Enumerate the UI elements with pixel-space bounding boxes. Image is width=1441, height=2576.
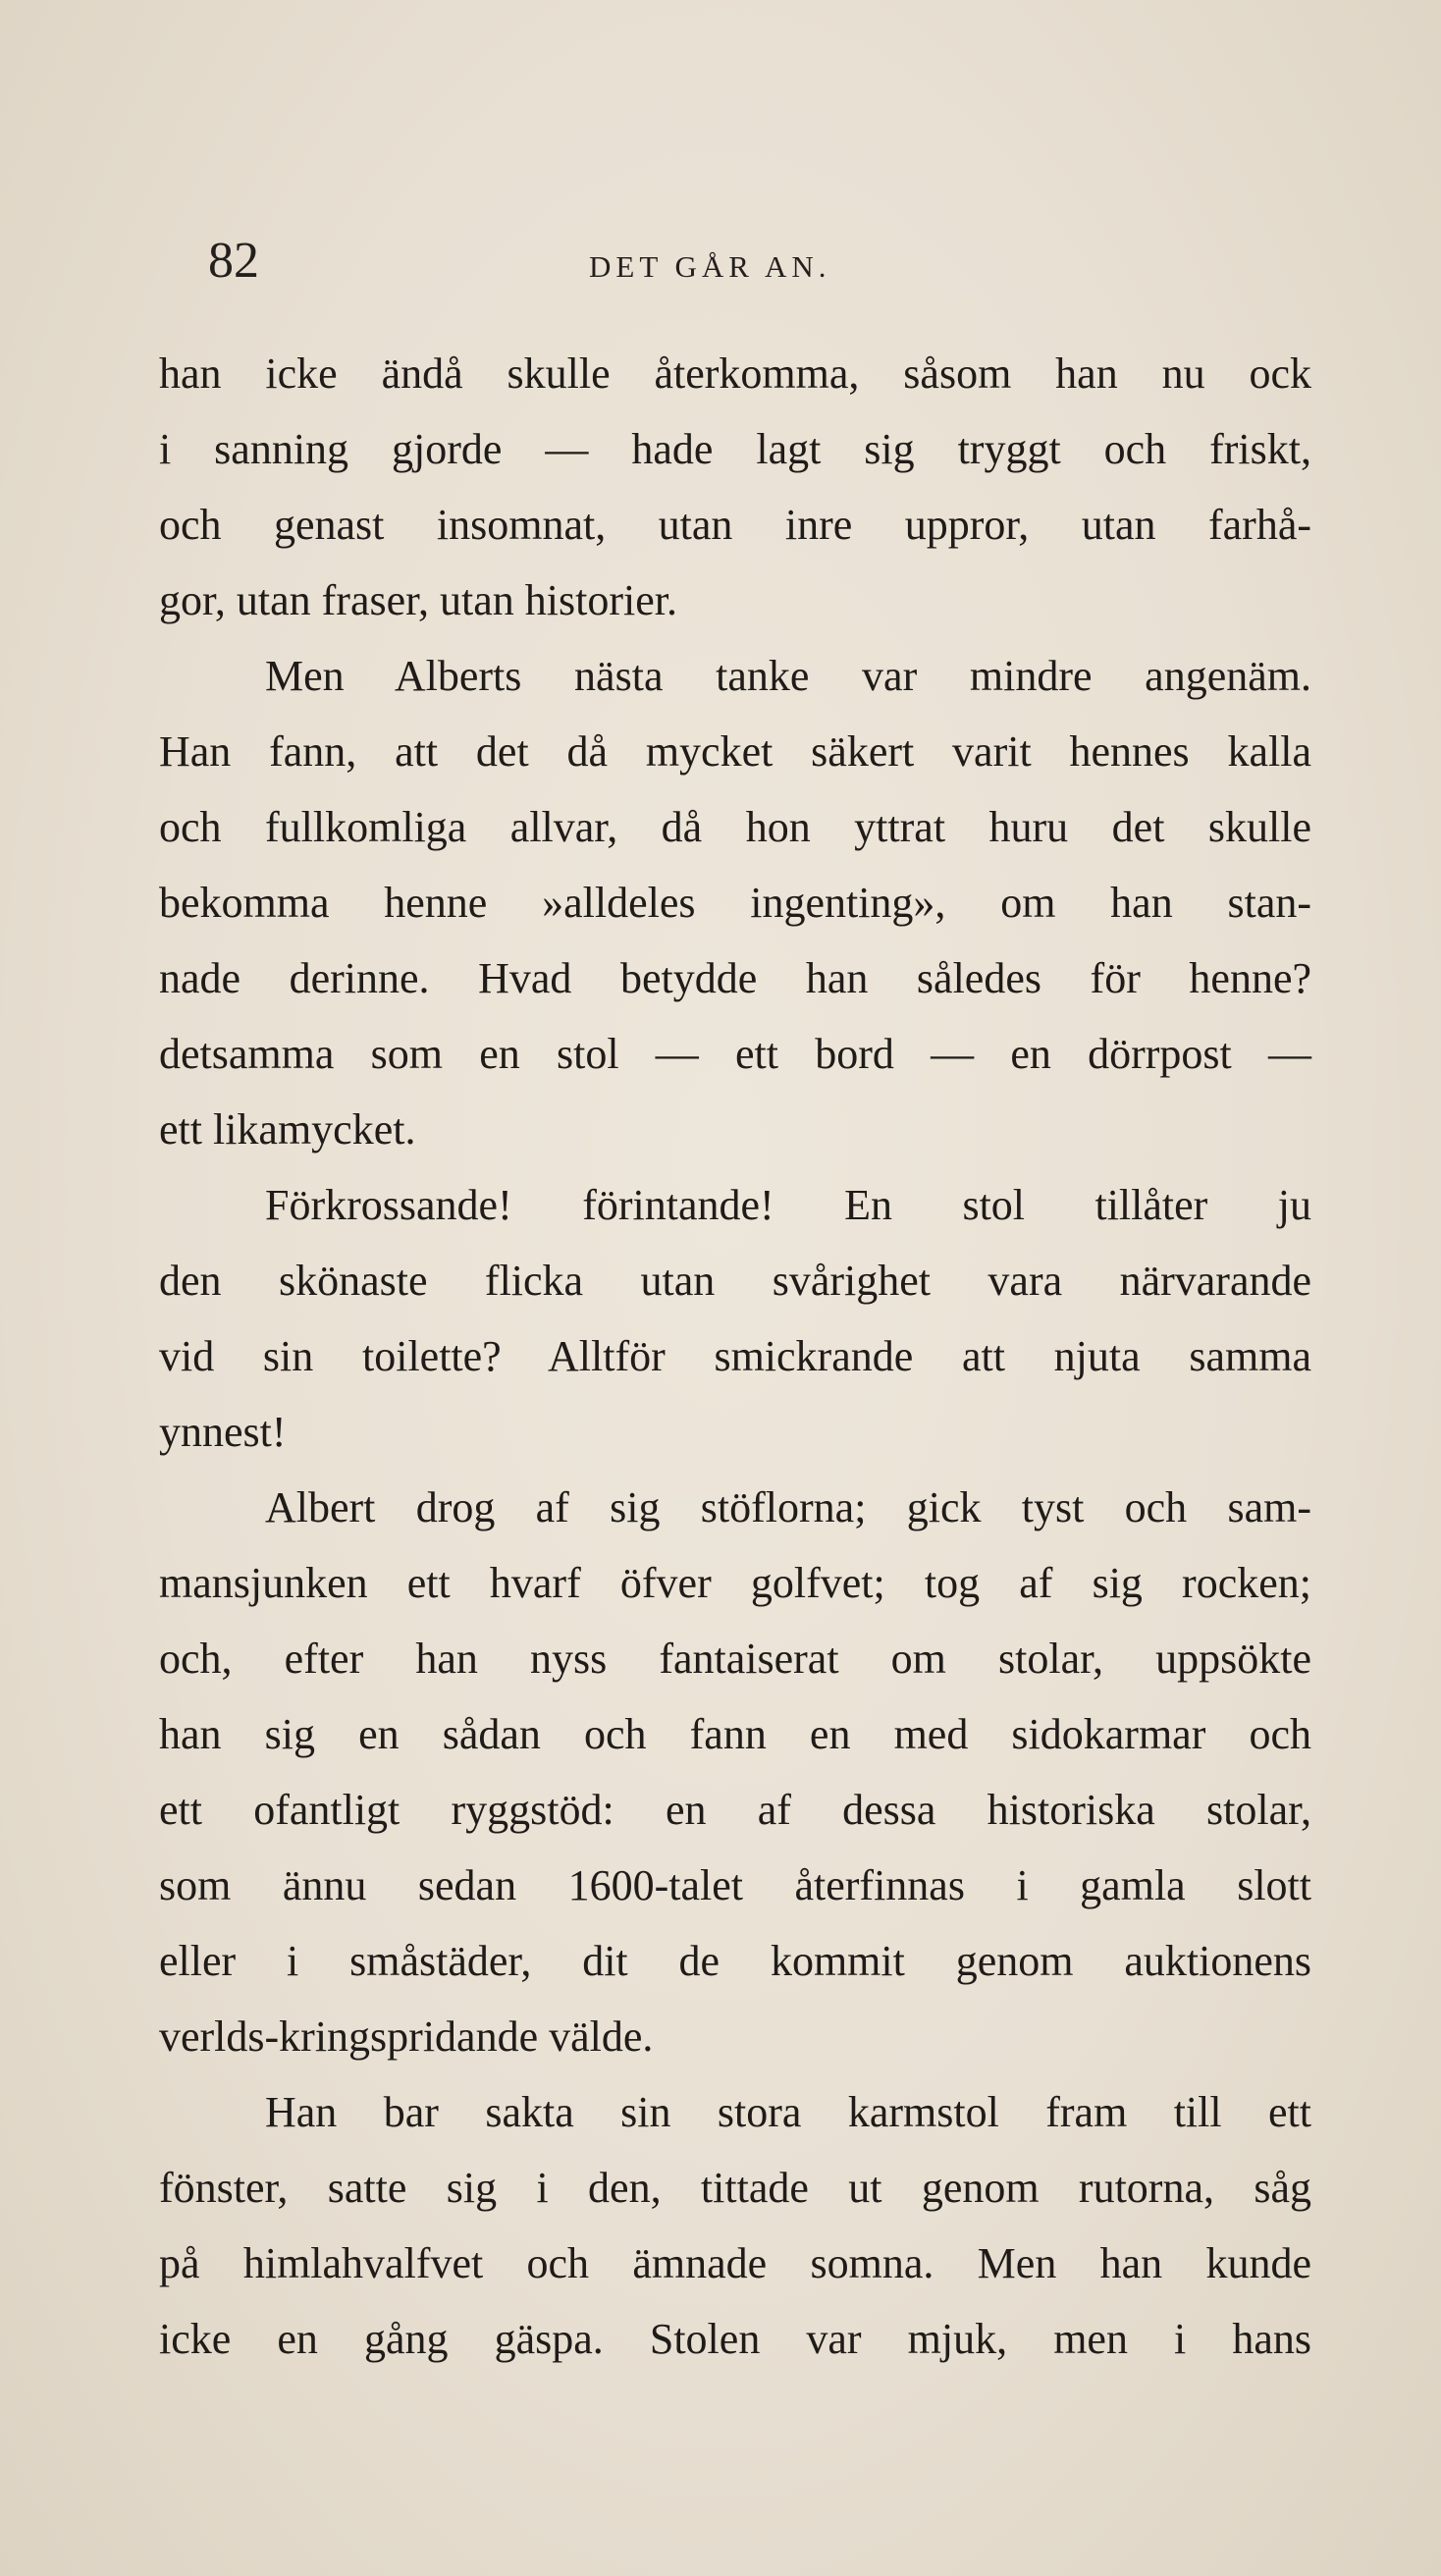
text-line: ett likamycket. (159, 1105, 416, 1154)
page-header (0, 0, 1441, 314)
text-line: som ännu sedan 1600-talet återfinnas i gamla slott (159, 1861, 1311, 1909)
text-line: nade derinne. Hvad betydde han således för henne? (159, 954, 1311, 1002)
text-line: och fullkomliga allvar, då hon yttrat huru det skulle (159, 803, 1311, 851)
text-line: och, efter han nyss fantaiserat om stolar, uppsökte (159, 1635, 1311, 1683)
text-line: på himlahvalfvet och ämnade somna. Men han kunde (159, 2239, 1311, 2287)
text-line: Han fann, att det då mycket säkert varit hennes kalla (159, 727, 1311, 776)
text-line: ett ofantligt ryggstöd: en af dessa historiska stolar, (159, 1786, 1311, 1834)
text-line: Förkrossande! förintande! En stol tillåter ju (265, 1181, 1311, 1229)
text-line: vid sin toilette? Alltför smickrande att njuta samma (159, 1332, 1311, 1380)
running-title: DET GÅR AN. (589, 249, 831, 284)
text-line: den skönaste flicka utan svårighet vara närvarande (159, 1257, 1311, 1305)
text-line: eller i småstäder, dit de kommit genom auktionens (159, 1937, 1311, 1985)
text-line: ynnest! (159, 1408, 287, 1456)
text-line: mansjunken ett hvarf öfver golfvet; tog af sig rocken; (159, 1559, 1311, 1607)
page-number: 82 (208, 233, 259, 289)
text-line: Han bar sakta sin stora karmstol fram till ett (265, 2088, 1311, 2136)
text-line: han sig en sådan och fann en med sidokarmar och (159, 1710, 1311, 1758)
text-line: bekomma henne »alldeles ingenting», om han stan- (159, 879, 1311, 927)
text-line: Albert drog af sig stöflorna; gick tyst och sam- (265, 1483, 1311, 1531)
text-line: han icke ändå skulle återkomma, såsom han nu ock (159, 349, 1311, 398)
body-text (159, 336, 1311, 2377)
text-line: verlds-kringspridande välde. (159, 2012, 654, 2061)
text-line: detsamma som en stol — ett bord — en dörrpost — (159, 1030, 1311, 1078)
text-line: och genast insomnat, utan inre uppror, utan farhå- (159, 501, 1311, 549)
text-line: i sanning gjorde — hade lagt sig tryggt och friskt, (159, 425, 1311, 473)
text-line: gor, utan fraser, utan historier. (159, 576, 677, 624)
text-line: Men Alberts nästa tanke var mindre angenäm. (265, 652, 1311, 700)
text-line: icke en gång gäspa. Stolen var mjuk, men i hans (159, 2315, 1311, 2363)
text-line: fönster, satte sig i den, tittade ut genom rutorna, såg (159, 2164, 1311, 2212)
